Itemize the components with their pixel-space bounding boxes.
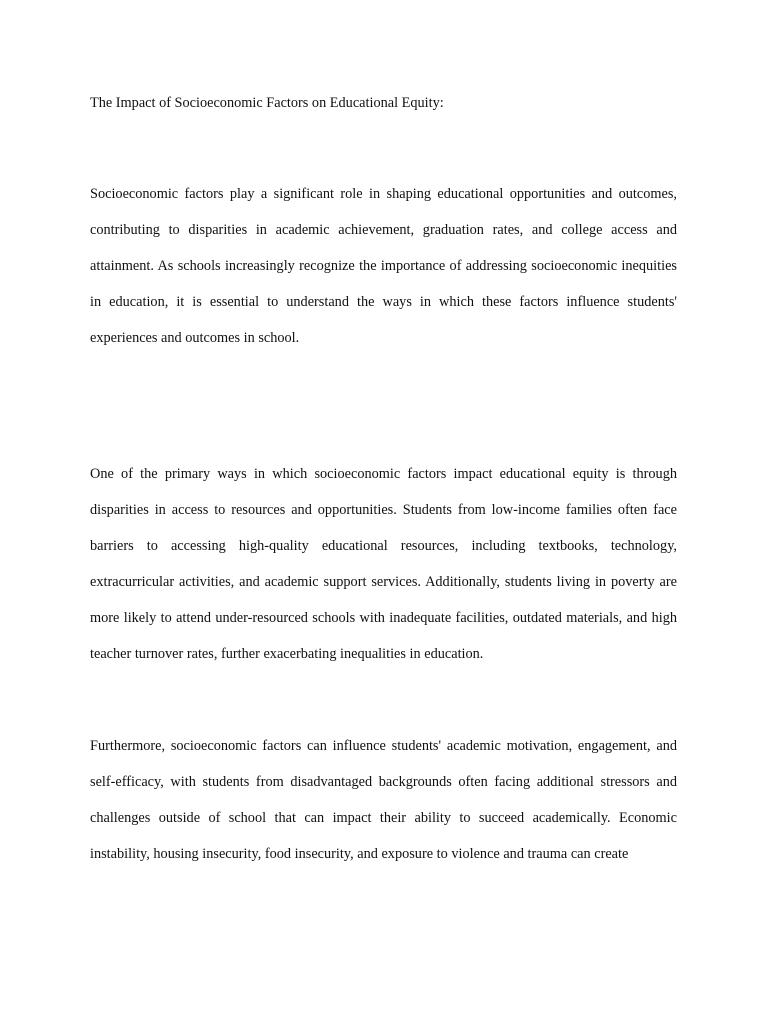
paragraph-intro: Socioeconomic factors play a significant role in shaping educational opportunities and outcomes, contributing to disparities in academic achievement, graduation rates, and college access and attainment. As schools increasingly recognize the importance of addressing socioeconomic inequities in education, it is essential to understand the ways in which these factors influence students' experiences and outcomes in school. bbox=[90, 186, 677, 346]
paragraph-resources: One of the primary ways in which socioeconomic factors impact educational equity is through disparities in access to resources and opportunities. Students from low-income families often face barriers to accessing high-quality educational resources, including textbooks, technology, extracurricular activities, and academic support services. Additionally, students living in poverty are more likely to attend under-resourced schools with inadequate facilities, outdated materials, and high teacher turnover rates, further exacerbating inequalities in education. bbox=[90, 466, 677, 662]
paragraph-motivation: Furthermore, socioeconomic factors can influence students' academic motivation, engagement, and self-efficacy, with students from disadvantaged backgrounds often facing additional stressors and challenges outside of school that can impact their ability to succeed academically. Economic instability, housing insecurity, food insecurity, and exposure to violence and trauma can create bbox=[90, 738, 677, 862]
document-title: The Impact of Socioeconomic Factors on Educational Equity: bbox=[90, 95, 444, 111]
